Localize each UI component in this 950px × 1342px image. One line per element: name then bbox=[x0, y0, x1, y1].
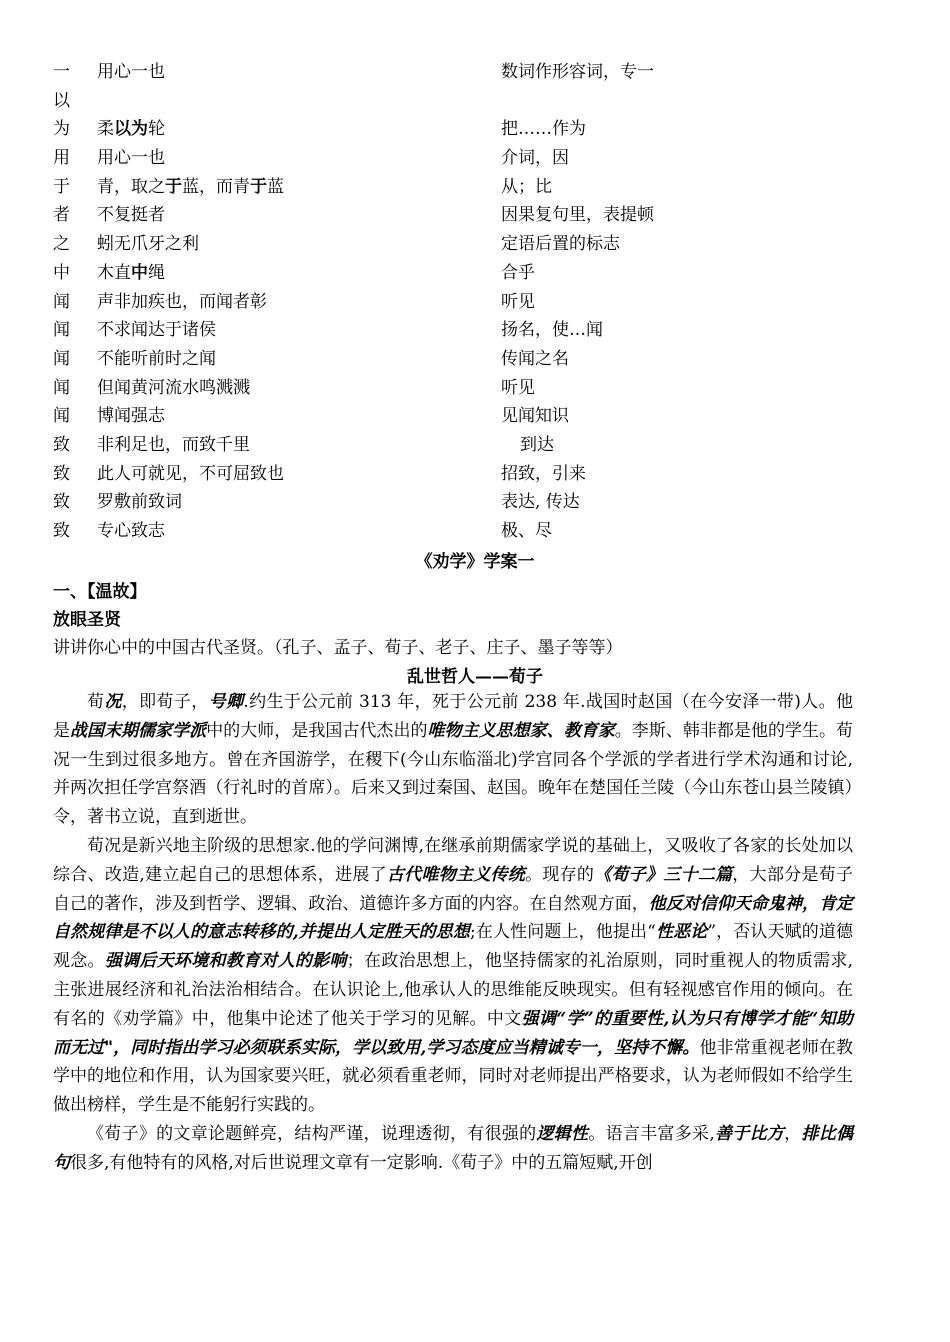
body-text: ”，否认天赋的道德观念。 bbox=[53, 922, 854, 972]
vocab-meaning: 把……作为 bbox=[501, 119, 586, 140]
emphasis-text: 唯物主义思想家、教育家 bbox=[427, 720, 615, 741]
emphasis-text: 排比偶句 bbox=[53, 1123, 854, 1173]
vocab-example: 声非加疾也，而闻者彰 bbox=[97, 291, 267, 312]
vocab-example bbox=[97, 259, 165, 288]
vocab-meaning: 定语后置的标志 bbox=[501, 234, 620, 255]
emphasis-text: 强调后天环境和教育对人的影响 bbox=[104, 951, 347, 972]
vocab-meaning: 到达 bbox=[520, 434, 554, 455]
vocab-example bbox=[97, 173, 284, 202]
body-text: 中的大师，是我国古代杰出的 bbox=[206, 720, 428, 741]
vocab-row bbox=[53, 288, 873, 317]
vocab-meaning: 听见 bbox=[501, 291, 535, 312]
body-text: ， bbox=[784, 1123, 802, 1144]
example-keyword: 于 bbox=[165, 176, 182, 197]
bio-paragraph bbox=[53, 832, 853, 1120]
emphasis-text: 性恶论 bbox=[655, 922, 708, 943]
vocab-meaning: 招致，引来 bbox=[501, 463, 586, 484]
example-text: 青，取之 bbox=[97, 176, 165, 197]
example-text: 轮 bbox=[148, 119, 165, 140]
vocab-row bbox=[53, 345, 873, 374]
vocab-char: 一 bbox=[53, 62, 70, 82]
body-text: .约生于公元前 313 年，死于公元前 238 年.战国时赵国（在今安泽一带)人。他是 bbox=[53, 692, 854, 741]
vocab-meaning: 表达, 传达 bbox=[501, 492, 580, 513]
vocab-meaning: 传闻之名 bbox=[501, 348, 569, 369]
vocab-row bbox=[53, 374, 873, 403]
vocab-char: 闻 bbox=[53, 406, 70, 427]
example-text: 蓝 bbox=[267, 176, 284, 197]
vocab-char: 以 bbox=[53, 90, 70, 111]
vocab-row bbox=[53, 173, 873, 202]
vocab-row bbox=[53, 316, 873, 345]
vocab-example: 但闻黄河流水鸣溅溅 bbox=[97, 377, 250, 398]
vocab-row bbox=[53, 431, 873, 460]
vocab-example: 罗敷前致词 bbox=[97, 492, 182, 513]
body-text: ，即荀子， bbox=[121, 692, 209, 712]
discussion-prompt: 讲讲你心中的中国古代圣贤。（孔子、孟子、荀子、老子、庄子、墨子等等） bbox=[53, 638, 623, 658]
subheading: 放眼圣贤 bbox=[53, 610, 121, 630]
vocab-char: 中 bbox=[53, 262, 70, 283]
emphasis-text: 《荀子》三十二篇 bbox=[594, 864, 733, 885]
vocab-meaning: 从；比 bbox=[501, 176, 552, 197]
emphasis-text: 战国末期儒家学派 bbox=[70, 720, 207, 741]
biography-text bbox=[53, 688, 853, 1178]
vocab-example: 专心致志 bbox=[97, 521, 165, 541]
example-text: 柔 bbox=[97, 119, 114, 140]
vocab-example: 用心一也 bbox=[97, 148, 165, 169]
vocab-row bbox=[53, 201, 873, 230]
vocab-row bbox=[53, 87, 873, 116]
vocab-meaning: 扬名，使…闻 bbox=[501, 320, 603, 341]
bio-title: 乱世哲人——荀子 bbox=[407, 667, 543, 687]
vocab-char: 致 bbox=[53, 521, 70, 541]
vocab-char: 为 bbox=[53, 119, 70, 140]
vocab-example: 此人可就见，不可屈致也 bbox=[97, 463, 284, 484]
page-title: 《劝学》学案一 bbox=[415, 552, 535, 572]
emphasis-text: 善于比方 bbox=[714, 1123, 785, 1144]
vocab-example: 不求闻达于诸侯 bbox=[97, 320, 216, 341]
vocab-meaning: 极、尽 bbox=[501, 521, 552, 541]
vocab-char: 者 bbox=[53, 205, 70, 226]
vocab-row bbox=[53, 230, 873, 259]
vocab-example: 非利足也，而致千里 bbox=[97, 434, 250, 455]
vocab-row bbox=[53, 517, 873, 546]
example-keyword: 以为 bbox=[114, 119, 148, 140]
vocab-row bbox=[53, 402, 873, 431]
vocab-meaning: 介词，因 bbox=[501, 148, 569, 169]
vocab-meaning: 听见 bbox=[501, 377, 535, 398]
body-text: 荀况是新兴地主阶级的思想家.他的学问渊博,在继承前期儒家学说的基础上，又吸收了各家的长处加以综合、改造,建立起自己的思想体系，进展了 bbox=[53, 835, 853, 885]
body-text: 很多,有他特有的风格,对后世说理文章有一定影响.《荀子》中的五篇短赋,开创 bbox=[70, 1152, 653, 1173]
body-text: 他非常重视老师在教学中的地位和作用，认为国家要兴旺，就必须看重老师，同时对老师提出严格要求，认为老师假如不给学生做出榜样，学生是不能躬行实践的。 bbox=[53, 1037, 854, 1116]
example-keyword: 于 bbox=[250, 176, 267, 197]
example-text: 木直 bbox=[97, 262, 131, 283]
emphasis-text: 强调“学”的重要性,认为只有博学才能“知助而无过"，同时指出学习必须联系实际，学以致用,学习态度应当精诚专一，坚持不懈。 bbox=[53, 1008, 853, 1058]
vocab-char: 于 bbox=[53, 176, 70, 197]
body-text: 。李斯、韩非都是他的学生。荀况一生到过很多地方。曾在齐国游学，在稷下(今山东临淄北)学宫同各个学派的学者进行学术沟通和讨论,并两次担任学宫祭酒（行礼时的首席）。后来又到过秦国、赵国。晚年在楚国任兰陵（今山东苍山县兰陵镇）令，著书立说，直到逝世。 bbox=[53, 720, 854, 828]
vocab-row bbox=[53, 488, 873, 517]
vocabulary-table bbox=[53, 58, 873, 546]
bio-paragraph bbox=[53, 688, 853, 832]
bio-paragraph bbox=[53, 1120, 853, 1178]
emphasis-text: 号卿 bbox=[208, 692, 244, 712]
vocab-char: 闻 bbox=[53, 291, 70, 312]
body-text: ；在政治思想上，他坚持儒家的礼治原则，同时重视人的物质需求,主张进展经济和礼治法治相结合。在认识论上,他承认人的思维能反映现实。但有轻视感官作用的倾向。在有名的《劝学篇》中，他集中论述了他关于学习的见解。中文 bbox=[53, 951, 854, 1029]
vocab-meaning: 数词作形容词，专一 bbox=[501, 62, 654, 82]
vocab-row bbox=[53, 144, 873, 173]
vocab-char: 闻 bbox=[53, 348, 70, 369]
vocab-row bbox=[53, 58, 873, 87]
vocab-example: 蚓无爪牙之利 bbox=[97, 234, 199, 255]
vocab-example: 不复挺者 bbox=[97, 205, 165, 226]
vocab-meaning: 合乎 bbox=[501, 262, 535, 283]
vocab-char: 之 bbox=[53, 234, 70, 255]
vocab-char: 致 bbox=[53, 492, 70, 513]
vocab-char: 致 bbox=[53, 463, 70, 484]
body-text: 。现存的 bbox=[525, 864, 595, 885]
emphasis-text: 古代唯物主义传统 bbox=[386, 864, 526, 885]
vocab-meaning: 因果复句里，表提顿 bbox=[501, 205, 654, 226]
emphasis-text: 逻辑性 bbox=[536, 1123, 589, 1144]
example-text: 绳 bbox=[148, 262, 165, 283]
body-text: 。语言丰富多采, bbox=[588, 1123, 715, 1144]
vocab-meaning: 见闻知识 bbox=[501, 406, 569, 427]
vocab-example: 不能听前时之闻 bbox=[97, 348, 216, 369]
vocab-example: 博闻强志 bbox=[97, 406, 165, 427]
section-heading: 一、【温故】 bbox=[53, 582, 147, 602]
emphasis-text: 他反对信仰天命鬼神，肯定自然规律是不以人的意志转移的,并提出人定胜天的思想 bbox=[53, 893, 854, 943]
example-keyword: 中 bbox=[131, 262, 148, 283]
body-text: 荀 bbox=[87, 692, 105, 712]
vocab-example: 用心一也 bbox=[97, 62, 165, 82]
emphasis-text: 况 bbox=[104, 692, 122, 712]
vocab-char: 致 bbox=[53, 434, 70, 455]
vocab-example bbox=[97, 115, 165, 144]
vocab-row bbox=[53, 259, 873, 288]
body-text: 《荀子》的文章论题鲜亮，结构严谨，说理透彻，有很强的 bbox=[87, 1123, 537, 1144]
vocab-char: 闻 bbox=[53, 320, 70, 341]
body-text: ，大部分是荀子自己的著作，涉及到哲学、逻辑、政治、道德许多方面的内容。在自然观方面， bbox=[53, 864, 854, 914]
vocab-row bbox=[53, 460, 873, 489]
vocab-char: 闻 bbox=[53, 377, 70, 398]
body-text: ;在人性问题上，他提出“ bbox=[470, 922, 656, 943]
vocab-char: 用 bbox=[53, 148, 70, 169]
vocab-row bbox=[53, 115, 873, 144]
example-text: 蓝，而青 bbox=[182, 176, 250, 197]
